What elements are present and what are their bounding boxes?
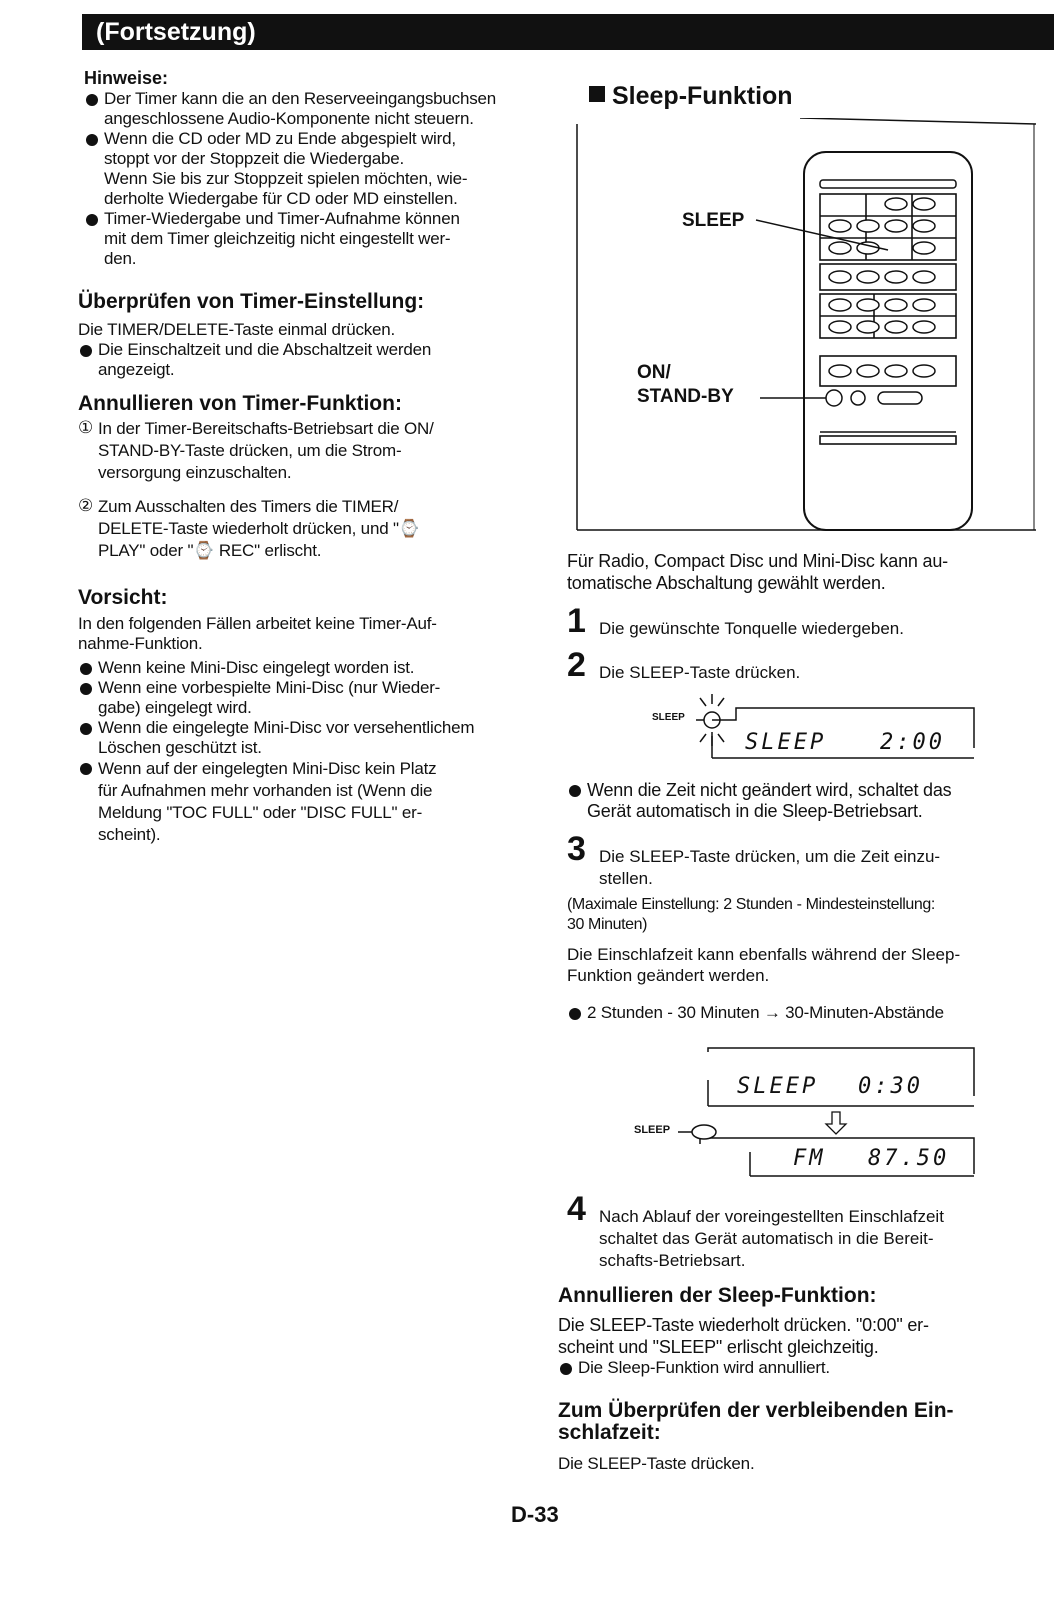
text-line: schaltet das Gerät automatisch in die Bereit- — [599, 1229, 934, 1248]
number-marker: ② — [78, 496, 94, 515]
check-remaining-section — [558, 1400, 1036, 1474]
check-remaining-heading: Zum Überprüfen der verbleibenden Ein- — [558, 1399, 954, 1422]
number-marker: ① — [78, 418, 94, 437]
caution-section — [78, 586, 554, 846]
sleep-intro — [567, 550, 1037, 594]
text-line: Gerät automatisch in die Sleep-Betriebsart. — [587, 801, 923, 821]
list-item — [78, 758, 554, 846]
remote-label-on: ON/ — [637, 362, 671, 383]
check-timer-section — [78, 290, 554, 380]
step-3-text — [567, 944, 1037, 986]
remote-label-standby: STAND-BY — [637, 386, 734, 407]
text-line: Meldung "TOC FULL" oder "DISC FULL" er- — [98, 803, 423, 822]
text-line: In den folgenden Fällen arbeitet keine Timer-Auf- — [78, 614, 437, 633]
cancel-heading: Annullieren von Timer-Funktion: — [78, 392, 402, 415]
text-line: für Aufnahmen mehr vorhanden ist (Wenn die — [98, 781, 433, 800]
step-number: 3 — [567, 830, 586, 868]
lcd-text: SLEEP — [745, 730, 827, 755]
text-line: Die SLEEP-Taste drücken, um die Zeit einzu- — [599, 847, 941, 866]
text-line: Funktion geändert werden. — [567, 966, 770, 985]
step-3 — [567, 830, 1054, 890]
text-line: PLAY" oder "⌚ REC" erlischt. — [98, 541, 322, 560]
check-text: Die TIMER/DELETE-Taste einmal drücken. — [78, 320, 396, 339]
list-item — [78, 718, 554, 758]
lcd-text: SLEEP — [737, 1074, 819, 1099]
text-line: Die Einschaltzeit und die Abschaltzeit werden — [98, 340, 432, 359]
text-line: versorgung einzuschalten. — [98, 463, 292, 482]
list-item — [567, 1003, 1054, 1023]
step-number: 2 — [567, 646, 586, 684]
text-line: Die Einschlafzeit kann ebenfalls während der Sleep- — [567, 945, 961, 964]
step-number: 1 — [567, 602, 586, 640]
bullet-icon — [80, 683, 92, 695]
text-line: angeschlossene Audio-Komponente nicht steuern. — [104, 109, 474, 128]
list-item — [567, 780, 1054, 822]
bullet-icon — [80, 723, 92, 735]
text-line: Wenn Sie bis zur Stoppzeit spielen möchten, wie- — [104, 169, 468, 188]
text-line: Wenn die eingelegte Mini-Disc vor versehentlichem — [98, 718, 475, 737]
lcd-text: 2:00 — [880, 730, 945, 755]
check-remaining-heading: schlafzeit: — [558, 1421, 661, 1444]
text-line: scheint). — [98, 825, 161, 844]
text-line: Timer-Wiedergabe und Timer-Aufnahme können — [104, 209, 460, 228]
bullet-icon — [86, 214, 98, 226]
display-button-label: SLEEP — [652, 712, 685, 723]
text-line: nahme-Funktion. — [78, 634, 203, 653]
step-number: 4 — [567, 1190, 586, 1228]
text-line: stellen. — [599, 869, 653, 888]
cancel-sleep-section — [558, 1284, 1036, 1378]
lcd-text: 87.50 — [868, 1146, 950, 1171]
bullet-icon — [80, 763, 92, 775]
text-line: angezeigt. — [98, 360, 175, 379]
text-line: DELETE-Taste wiederholt drücken, und "⌚ — [98, 519, 420, 538]
bullet-icon — [569, 785, 581, 797]
text-line: 2 Stunden - 30 Minuten → 30-Minuten-Abstände — [587, 1003, 944, 1022]
cancel-timer-section — [78, 392, 554, 562]
text-line: Wenn eine vorbespielte Mini-Disc (nur Wieder- — [98, 678, 441, 697]
bullet-icon — [560, 1363, 572, 1375]
bullet-icon — [86, 134, 98, 146]
text-line: (Maximale Einstellung: 2 Stunden - Mindesteinstellung: — [567, 896, 935, 913]
text-line: Die SLEEP-Taste wiederholt drücken. "0:00" er- — [558, 1315, 929, 1335]
bullet-icon — [86, 94, 98, 106]
text-line: mit dem Timer gleichzeitig nicht eingestellt wer- — [104, 229, 451, 248]
text-line: Die SLEEP-Taste drücken. — [558, 1454, 755, 1473]
text-line: In der Timer-Bereitschafts-Betriebsart die ON/ — [98, 419, 434, 438]
bullet-icon — [569, 1008, 581, 1020]
text-line: Die gewünschte Tonquelle wiedergeben. — [599, 619, 904, 638]
page-number: D-33 — [511, 1502, 559, 1527]
bullet-icon — [80, 663, 92, 675]
text-line: Der Timer kann die an den Reserveeingangsbuchsen — [104, 89, 497, 108]
list-item — [78, 678, 554, 718]
text-line: den. — [104, 249, 137, 268]
numbered-item — [78, 496, 554, 562]
step-1 — [567, 602, 1054, 640]
caution-heading: Vorsicht: — [78, 586, 168, 609]
text-line: Löschen geschützt ist. — [98, 738, 262, 757]
section-title: (Fortsetzung) — [96, 18, 256, 46]
text-line: tomatische Abschaltung gewählt werden. — [567, 573, 886, 593]
text-line: stoppt vor der Stoppzeit die Wiedergabe. — [104, 149, 405, 168]
text-line: Wenn die Zeit nicht geändert wird, schaltet das — [587, 780, 952, 800]
text-line: schafts-Betriebsart. — [599, 1251, 746, 1270]
check-heading: Überprüfen von Timer-Einstellung: — [78, 290, 425, 313]
lcd-text: 0:30 — [858, 1074, 923, 1099]
text-line: gabe) eingelegt wird. — [98, 698, 252, 717]
remote-illustration — [576, 118, 1036, 538]
list-item — [78, 340, 554, 380]
notes-section — [84, 68, 554, 269]
lcd-text: FM — [793, 1146, 826, 1171]
step-3-note — [567, 895, 1037, 935]
text-line: scheint und "SLEEP" erlischt gleichzeitig. — [558, 1337, 879, 1357]
cancel-sleep-heading: Annullieren der Sleep-Funktion: — [558, 1284, 877, 1307]
remote-label-sleep: SLEEP — [682, 210, 745, 231]
numbered-item — [78, 418, 554, 484]
list-item — [78, 658, 554, 678]
text-line: STAND-BY-Taste drücken, um die Strom- — [98, 441, 402, 460]
section-square-icon — [589, 86, 605, 102]
list-item — [84, 89, 554, 129]
text-line: Wenn keine Mini-Disc eingelegt worden ist. — [98, 658, 415, 677]
text-line: Die SLEEP-Taste drücken. — [599, 663, 801, 682]
text-line: Die Sleep-Funktion wird annulliert. — [578, 1358, 830, 1377]
text-line: Nach Ablauf der voreingestellten Einschlafzeit — [599, 1207, 944, 1226]
text-line: derholte Wiedergabe für CD oder MD einstellen. — [104, 189, 458, 208]
list-item — [84, 209, 554, 269]
down-arrow-icon — [826, 1112, 846, 1134]
text-line: Zum Ausschalten des Timers die TIMER/ — [98, 497, 399, 516]
step-2 — [567, 646, 1054, 684]
list-item — [558, 1358, 1036, 1378]
bullet-icon — [80, 345, 92, 357]
text-line: 30 Minuten) — [567, 916, 648, 933]
step-4 — [567, 1190, 1054, 1272]
notes-heading: Hinweise: — [84, 68, 169, 88]
list-item — [84, 129, 554, 209]
text-line: Wenn auf der eingelegten Mini-Disc kein Platz — [98, 759, 437, 778]
sleep-heading: Sleep-Funktion — [612, 82, 793, 110]
text-line: Für Radio, Compact Disc und Mini-Disc kann au- — [567, 551, 948, 571]
text-line: Wenn die CD oder MD zu Ende abgespielt wird, — [104, 129, 456, 148]
display-button-label: SLEEP — [634, 1124, 671, 1136]
